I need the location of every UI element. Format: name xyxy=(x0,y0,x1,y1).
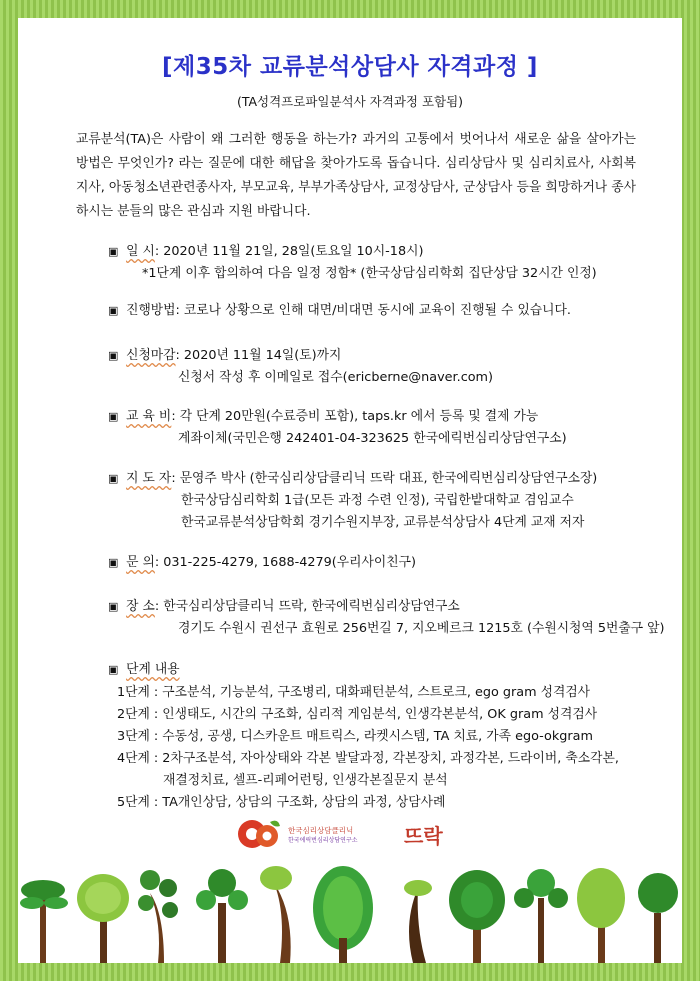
tree-5-icon xyxy=(260,866,292,963)
bullet-square-icon: ▣ xyxy=(108,556,119,569)
curriculum-heading xyxy=(108,658,180,677)
curriculum-step-4: 4단계 : 2차구조분석, 자아상태와 각본 발달과정, 각본장치, 과정각본, 드라이버, 축소각본, xyxy=(117,751,619,766)
bullet-square-icon: ▣ xyxy=(108,663,119,676)
method-row xyxy=(108,299,571,318)
tree-2-icon xyxy=(77,874,129,963)
logo-brand: 뜨락 xyxy=(404,824,443,848)
page-title: [제35차 교류분석상담사 자격과정 ] xyxy=(162,54,538,80)
deadline-email: 신청서 작성 후 이메일로 접수(ericberne@naver.com) xyxy=(178,370,494,385)
tree-7-icon xyxy=(404,880,432,963)
curriculum-step-3: 3단계 : 수동성, 공생, 디스카운트 매트릭스, 라켓시스템, TA 치료, 가족 ego-okgram xyxy=(117,729,593,744)
bullet-square-icon: ▣ xyxy=(108,410,119,423)
instructor-row xyxy=(108,467,597,486)
fee-value: : 각 단계 20만원(수료증비 포함), taps.kr 에서 등록 및 결제 가능 xyxy=(171,409,539,424)
logo-text-1: 한국심리상담클리닉 xyxy=(288,826,354,835)
schedule-label: 일 시 xyxy=(126,244,155,259)
bullet-square-icon: ▣ xyxy=(108,245,119,258)
tree-10-icon xyxy=(577,868,625,963)
clinic-logo-mark-icon xyxy=(236,816,284,852)
schedule-note: *1단계 이후 합의하여 다음 일정 정함* (한국상담심리학회 집단상담 32시간 인정) xyxy=(142,266,597,281)
bullet-square-icon: ▣ xyxy=(108,349,119,362)
instructor-line2: 한국상담심리학회 1급(모든 과정 수련 인정), 국립한밭대학교 겸임교수 xyxy=(181,493,574,508)
place-label: 장 소 xyxy=(126,599,155,614)
tree-4-icon xyxy=(196,869,248,963)
deadline-label: 신청마감 xyxy=(126,348,176,363)
flyer-page xyxy=(18,18,682,963)
instructor-value: : 문영주 박사 (한국심리상담클리닉 뜨락 대표, 한국에릭번심리상담연구소장) xyxy=(171,471,598,486)
clinic-logo xyxy=(236,816,466,856)
curriculum-step-4-cont: 재결정치료, 셀프-리페어런팅, 인생각본질문지 분석 xyxy=(163,773,448,788)
curriculum-step-2: 2단계 : 인생태도, 시간의 구조화, 심리적 게임분석, 인생각본분석, OK gram 성격검사 xyxy=(117,707,598,722)
fee-row xyxy=(108,405,538,424)
tree-3-icon xyxy=(138,870,178,963)
tree-6-icon xyxy=(313,866,373,963)
place-value: : 한국심리상담클리닉 뜨락, 한국에릭번심리상담연구소 xyxy=(154,599,460,614)
schedule-value: : 2020년 11월 21일, 28일(토요일 10시-18시) xyxy=(154,244,424,259)
contact-label: 문 의 xyxy=(126,555,155,570)
instructor-line3: 한국교류분석상담학회 경기수원지부장, 교류분석상담사 4단계 교재 저자 xyxy=(181,515,585,530)
intro-paragraph: 교류분석(TA)은 사람이 왜 그러한 행동을 하는가? 과거의 고통에서 벗어나서 새로운 삶을 살아가는 방법은 무엇인가? 라는 질문에 대한 해답을 찾아가도록 돕습니다. 심리상담사 및 심리치료사, 사회복지사, 아동청소년관련종사자, 부모교육, 부부가족상담사, 교정상담사, 군상담사 등을 희망하거나 종사하시는 분들의 많은 관심과 지원 바랍니다. xyxy=(76,132,636,219)
curriculum-step-5: 5단계 : TA개인상담, 상담의 구조화, 상담의 과정, 상담사례 xyxy=(117,795,446,810)
place-address: 경기도 수원시 권선구 효원로 256번길 7, 지오베르크 1215호 (수원시청역 5번출구 앞) xyxy=(178,621,665,636)
logo-text-2: 한국에릭번심리상담연구소 xyxy=(288,837,358,844)
fee-label: 교 육 비 xyxy=(126,409,172,424)
contact-row xyxy=(108,551,416,570)
schedule-row xyxy=(108,240,423,259)
method-value: : 코로나 상황으로 인해 대면/비대면 동시에 교육이 진행될 수 있습니다. xyxy=(175,303,571,318)
place-row xyxy=(108,595,460,614)
deadline-value: : 2020년 11월 14일(토)까지 xyxy=(175,348,342,363)
page-subtitle: (TA성격프로파일분석사 자격과정 포함됨) xyxy=(236,94,464,109)
tree-11-icon xyxy=(638,873,678,963)
instructor-label: 지 도 자 xyxy=(126,471,172,486)
tree-9-icon xyxy=(514,869,568,963)
method-label: 진행방법 xyxy=(126,303,176,318)
bullet-square-icon: ▣ xyxy=(108,304,119,317)
curriculum-step-1: 1단계 : 구조분석, 기능분석, 구조병리, 대화패턴분석, 스트로크, ego gram 성격검사 xyxy=(117,685,591,700)
contact-value: : 031-225-4279, 1688-4279(우리사이친구) xyxy=(154,555,416,570)
fee-account: 계좌이체(국민은행 242401-04-323625 한국에릭번심리상담연구소) xyxy=(178,431,567,446)
tree-1-icon xyxy=(20,880,68,963)
bullet-square-icon: ▣ xyxy=(108,600,119,613)
curriculum-label: 단계 내용 xyxy=(126,662,180,677)
deadline-row xyxy=(108,344,341,363)
tree-8-icon xyxy=(449,870,505,963)
decorative-trees-icon xyxy=(18,858,682,963)
bullet-square-icon: ▣ xyxy=(108,472,119,485)
